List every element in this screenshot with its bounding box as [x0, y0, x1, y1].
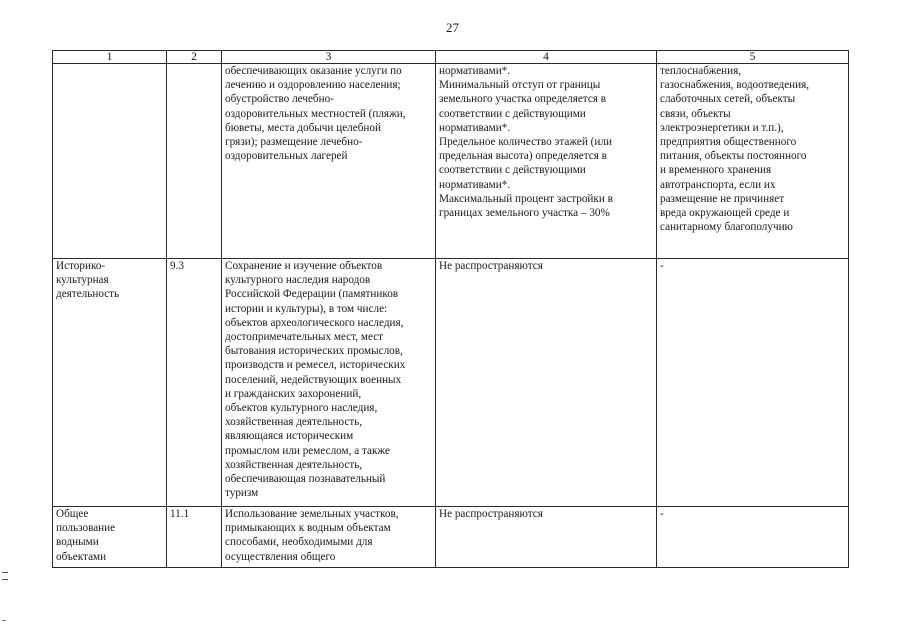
use-type-name-cell [53, 64, 167, 259]
use-type-code-cell [167, 64, 222, 259]
use-type-code-cell: 9.3 [167, 259, 222, 507]
auxiliary-uses-cell: - [657, 507, 849, 568]
use-type-description-cell: Сохранение и изучение объектов культурного наследия народов Российской Федерации (памятников истории и культуры), в том числе: объектов археологического наследия, достопримечательных мест, мест бытования исторических промыслов, производств и ремесел, исторических поселений, недействующих военных и гражданских захоронений, объектов культурного наследия, хозяйственная деятельность, являющаяся историческим промыслом или ремеслом, а также хозяйственная деятельность, обеспечивающая познавательный туризм [222, 259, 436, 507]
header-cell-4: 4 [436, 51, 657, 64]
header-cell-5: 5 [657, 51, 849, 64]
scan-margin-mark [2, 620, 6, 621]
scan-margin-mark [2, 572, 8, 580]
use-type-description-cell: обеспечивающих оказание услуги по лечению и оздоровлению населения; обустройство лечебно- оздоровительных местностей (пляжи, бюветы, места добычи целебной грязи); размещение лечебно- оздоровительных лагерей [222, 64, 436, 259]
table-header-row [53, 51, 849, 64]
table-row [53, 507, 849, 568]
use-type-code-cell: 11.1 [167, 507, 222, 568]
use-type-name-cell: Общее пользование водными объектами [53, 507, 167, 568]
table-row [53, 259, 849, 507]
header-cell-1: 1 [53, 51, 167, 64]
auxiliary-uses-cell: - [657, 259, 849, 507]
parameters-cell: Не распространяются [436, 259, 657, 507]
zoning-table [52, 50, 849, 568]
parameters-cell: Не распространяются [436, 507, 657, 568]
table-row [53, 64, 849, 259]
page-number: 27 [446, 20, 459, 35]
header-cell-3: 3 [222, 51, 436, 64]
parameters-cell: нормативами*. Минимальный отступ от границы земельного участка определяется в соответствии с действующими нормативами*. Предельное количество этажей (или предельная высота) определяется в соответствии с действующими нормативами*. Максимальный процент застройки в границах земельного участка – 30% [436, 64, 657, 259]
auxiliary-uses-cell: теплоснабжения, газоснабжения, водоотведения, слаботочных сетей, объекты связи, объекты электроэнергетики и т.п.), предприятия общественного питания, объекты постоянного и временного хранения автотранспорта, если их размещение не причиняет вреда окружающей среде и санитарному благополучию [657, 64, 849, 259]
header-cell-2: 2 [167, 51, 222, 64]
use-type-name-cell: Историко- культурная деятельность [53, 259, 167, 507]
use-type-description-cell: Использование земельных участков, примыкающих к водным объектам способами, необходимыми для осуществления общего [222, 507, 436, 568]
